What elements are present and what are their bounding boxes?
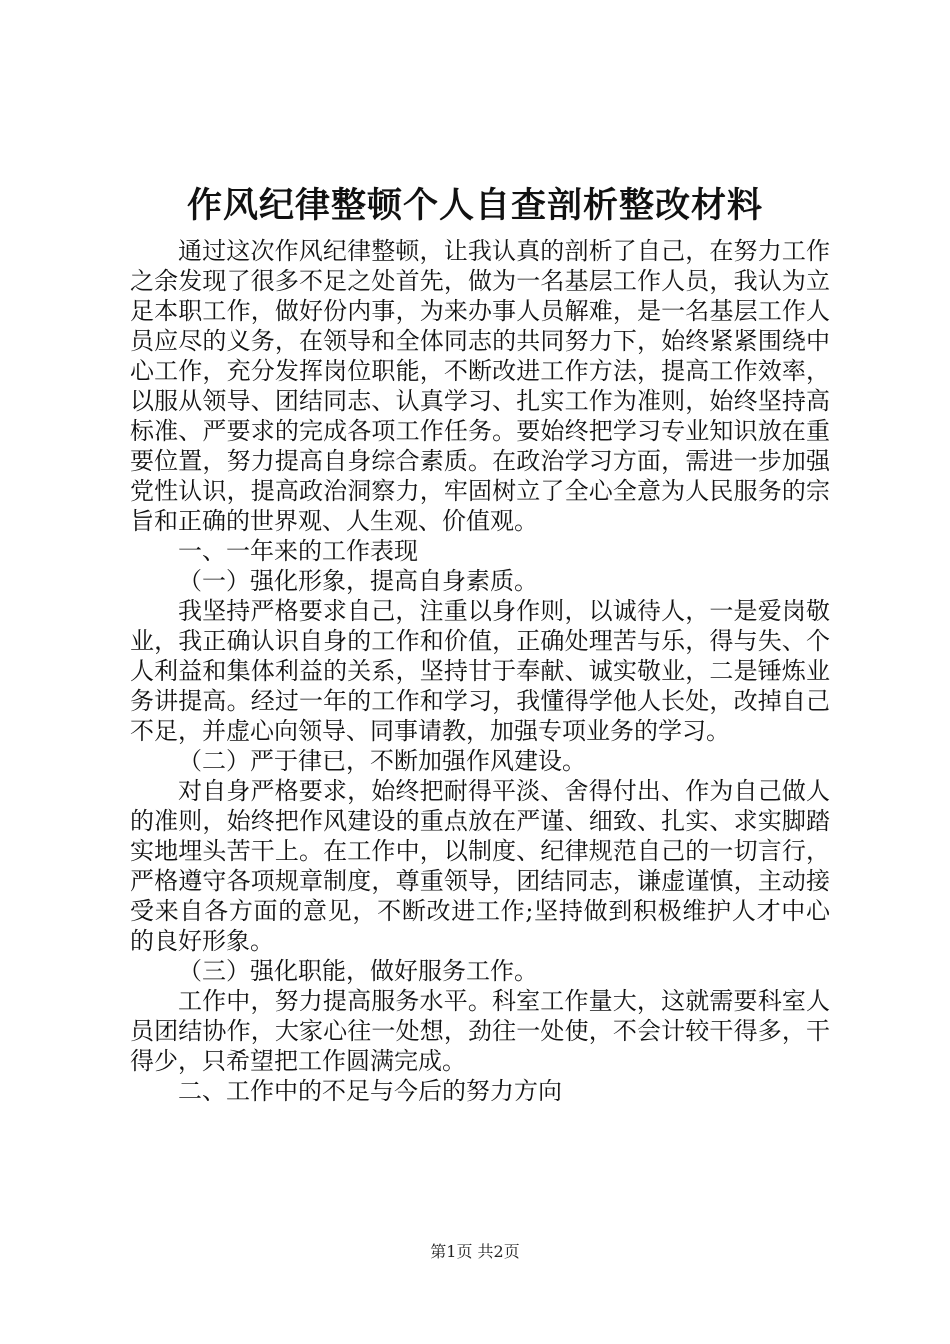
- subsection-heading-3: （三）强化职能，做好服务工作。: [178, 957, 538, 985]
- page-footer: 第1页 共2页: [430, 1242, 520, 1261]
- paragraph-1: 我坚持严格要求自己，注重以身作则，以诚待人，一是爱岗敬业，我正确认识自身的工作和价值，正确处理苦与乐，得与失、个人利益和集体利益的关系，坚持甘于奉献、诚实敬业，二是锤炼业务讲提高。经过一年的工作和学习，我懂得学他人长处，改掉自己不足，并虚心向领导、同事请教，加强专项业务的学习。: [130, 597, 830, 745]
- section-heading-1: 一、一年来的工作表现: [178, 537, 418, 565]
- subsection-heading-2: （二）严于律已，不断加强作风建设。: [178, 747, 586, 775]
- section-heading-2: 二、工作中的不足与今后的努力方向: [178, 1077, 562, 1105]
- subsection-heading-1: （一）强化形象，提高自身素质。: [178, 567, 538, 595]
- paragraph-2: 对自身严格要求，始终把耐得平淡、舍得付出、作为自己做人的准则，始终把作风建设的重点放在严谨、细致、扎实、求实脚踏实地埋头苦干上。在工作中，以制度、纪律规范自己的一切言行，严格遵守各项规章制度，尊重领导，团结同志，谦虚谨慎，主动接受来自各方面的意见，不断改进工作;坚持做到积极维护人才中心的良好形象。: [130, 777, 830, 955]
- paragraph-intro: 通过这次作风纪律整顿，让我认真的剖析了自己，在努力工作之余发现了很多不足之处首先，做为一名基层工作人员，我认为立足本职工作，做好份内事，为来办事人员解难，是一名基层工作人员应尽的义务，在领导和全体同志的共同努力下，始终紧紧围绕中心工作，充分发挥岗位职能，不断改进工作方法，提高工作效率，以服从领导、团结同志、认真学习、扎实工作为准则，始终坚持高标准、严要求的完成各项工作任务。要始终把学习专业知识放在重要位置，努力提高自身综合素质。在政治学习方面，需进一步加强党性认识，提高政治洞察力，牢固树立了全心全意为人民服务的宗旨和正确的世界观、人生观、价值观。: [130, 237, 830, 535]
- paragraph-3: 工作中，努力提高服务水平。科室工作量大，这就需要科室人员团结协作，大家心往一处想，劲往一处使，不会计较干得多，干得少，只希望把工作圆满完成。: [130, 987, 830, 1075]
- document-body: [130, 236, 830, 1106]
- document-title: 作风纪律整顿个人自查剖析整改材料: [186, 185, 763, 226]
